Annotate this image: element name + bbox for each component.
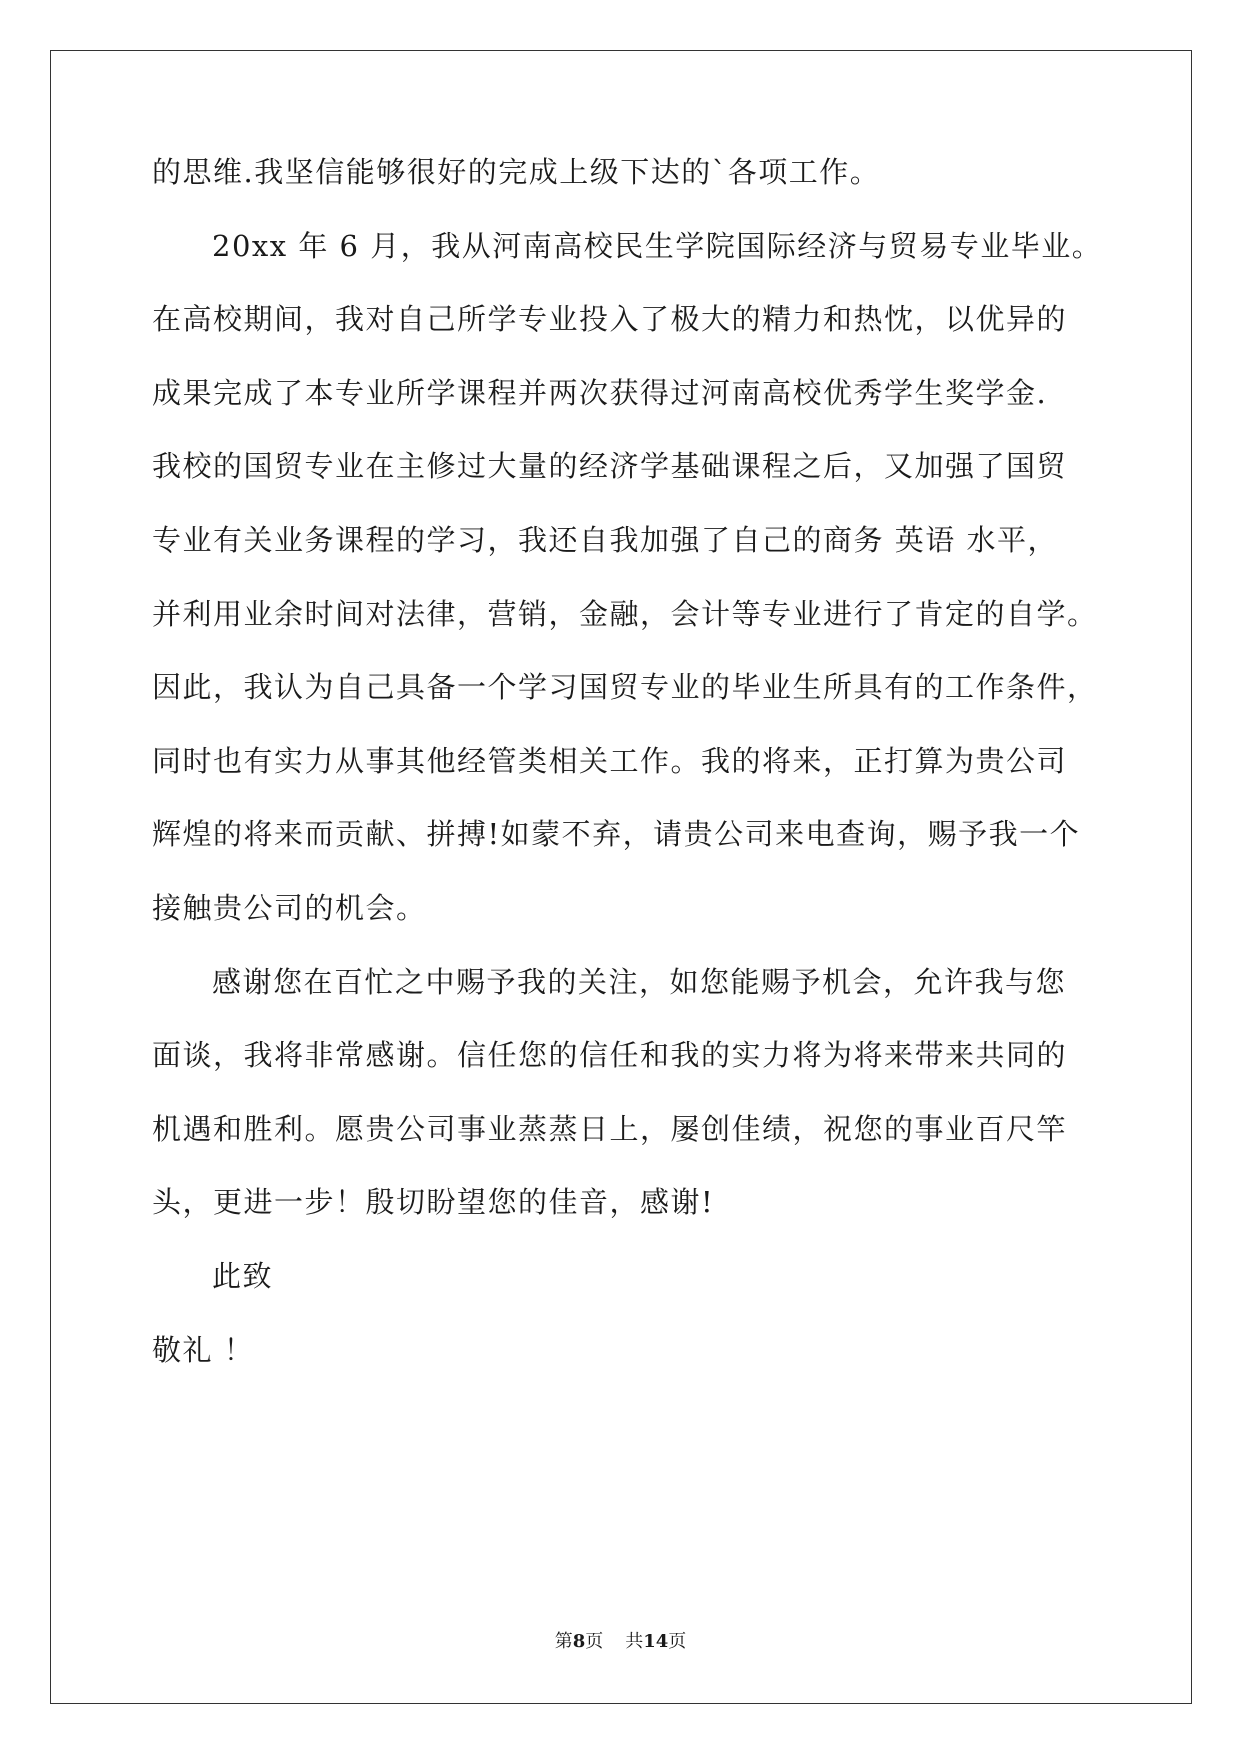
text-line-13: 面谈，我将非常感谢。信任您的信任和我的实力将为将来带来共同的 <box>152 1038 1068 1072</box>
total-pages: 14 <box>643 1631 669 1652</box>
text-line-10: 辉煌的将来而贡献、拼搏!如蒙不弃，请贵公司来电查询，赐予我一个 <box>152 817 1081 851</box>
text-line-3: 在高校期间，我对自己所学专业投入了极大的精力和热忱，以优异的 <box>152 302 1068 336</box>
text-line-7: 并利用业余时间对法律，营销，金融，会计等专业进行了肯定的自学。 <box>152 597 1098 631</box>
text-line-11: 接触贵公司的机会。 <box>152 891 427 925</box>
total-suffix: 页 <box>668 1631 687 1652</box>
closing-salutation: 此致 <box>212 1259 274 1293</box>
total-prefix: 共 <box>625 1631 644 1652</box>
text-line-2: 20xx 年 6 月，我从河南高校民生学院国际经济与贸易专业毕业。 <box>212 229 1103 263</box>
text-line-5: 我校的国贸专业在主修过大量的经济学基础课程之后，又加强了国贸 <box>152 449 1068 483</box>
text-line-9: 同时也有实力从事其他经管类相关工作。我的将来，正打算为贵公司 <box>152 744 1068 778</box>
text-line-14: 机遇和胜利。愿贵公司事业蒸蒸日上，屡创佳绩，祝您的事业百尺竿 <box>152 1112 1068 1146</box>
text-line-6: 专业有关业务课程的学习，我还自我加强了自己的商务 英语 水平， <box>152 523 1058 557</box>
text-line-12: 感谢您在百忙之中赐予我的关注，如您能赐予机会，允许我与您 <box>212 965 1067 999</box>
closing-regards: 敬礼 ！ <box>152 1333 255 1367</box>
page-prefix: 第 <box>554 1631 573 1652</box>
text-line-1: 的思维.我坚信能够很好的完成上级下达的`各项工作。 <box>152 155 881 189</box>
text-line-8: 因此，我认为自己具备一个学习国贸专业的毕业生所具有的工作条件， <box>152 670 1098 704</box>
page-footer <box>0 1630 1241 1654</box>
text-line-15: 头，更进一步！殷切盼望您的佳音，感谢! <box>152 1185 715 1219</box>
text-line-4: 成果完成了本专业所学课程并两次获得过河南高校优秀学生奖学金. <box>152 376 1048 410</box>
page-suffix: 页 <box>585 1631 604 1652</box>
page-number: 8 <box>572 1631 586 1652</box>
